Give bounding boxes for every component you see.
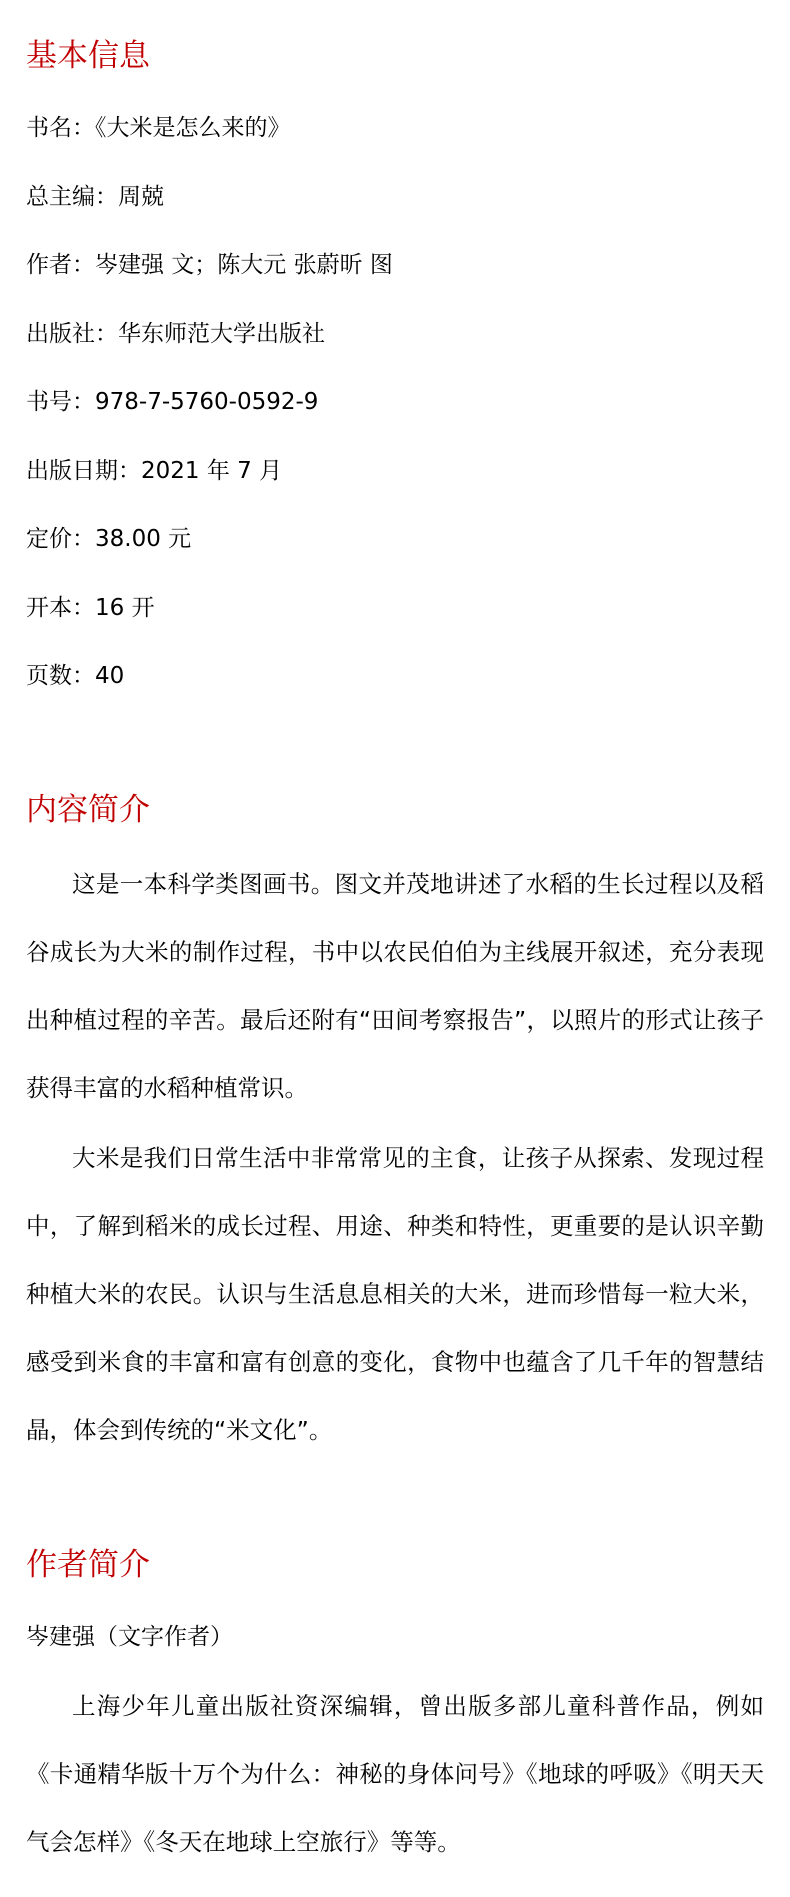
summary-heading: 内容简介	[26, 792, 150, 828]
page-count-line: 页数：40	[26, 663, 125, 689]
basic-info-heading: 基本信息	[26, 38, 150, 74]
isbn-line: 书号：978-7-5760-0592-9	[26, 389, 319, 415]
format-line: 开本：16 开	[26, 595, 155, 621]
author-name: 岑建强（文字作者）	[26, 1624, 233, 1650]
publisher-line: 出版社：华东师范大学出版社	[26, 321, 325, 347]
summary-paragraph: 这是一本科学类图画书。图文并茂地讲述了水稻的生长过程以及稻谷成长为大米的制作过程，书中以农民伯伯为主线展开叙述，充分表现出种植过程的辛苦。最后还附有“田间考察报告”，以照片的形式让孩子获得丰富的水稻种植常识。	[26, 870, 764, 1102]
summary-paragraph: 大米是我们日常生活中非常常见的主食，让孩子从探索、发现过程中，了解到稻米的成长过程、用途、种类和特性，更重要的是认识辛勤种植大米的农民。认识与生活息息相关的大米，进而珍惜每一粒大米，感受到米食的丰富和富有创意的变化，食物中也蕴含了几千年的智慧结晶，体会到传统的“米文化”。	[26, 1144, 764, 1444]
price-line: 定价：38.00 元	[26, 526, 192, 552]
book-title-line: 书名：《大米是怎么来的》	[26, 115, 291, 141]
chief-editor-line: 总主编：周兢	[26, 184, 164, 210]
author-intro-heading: 作者简介	[26, 1547, 150, 1583]
publish-date-line: 出版日期：2021 年 7 月	[26, 458, 283, 484]
author-bio-paragraph: 上海少年儿童出版社资深编辑，曾出版多部儿童科普作品，例如《卡通精华版十万个为什么：神秘的身体问号》《地球的呼吸》《明天天气会怎样》《冬天在地球上空旅行》等等。	[26, 1692, 764, 1856]
author-line: 作者：岑建强 文；陈大元 张蔚昕 图	[26, 252, 393, 278]
